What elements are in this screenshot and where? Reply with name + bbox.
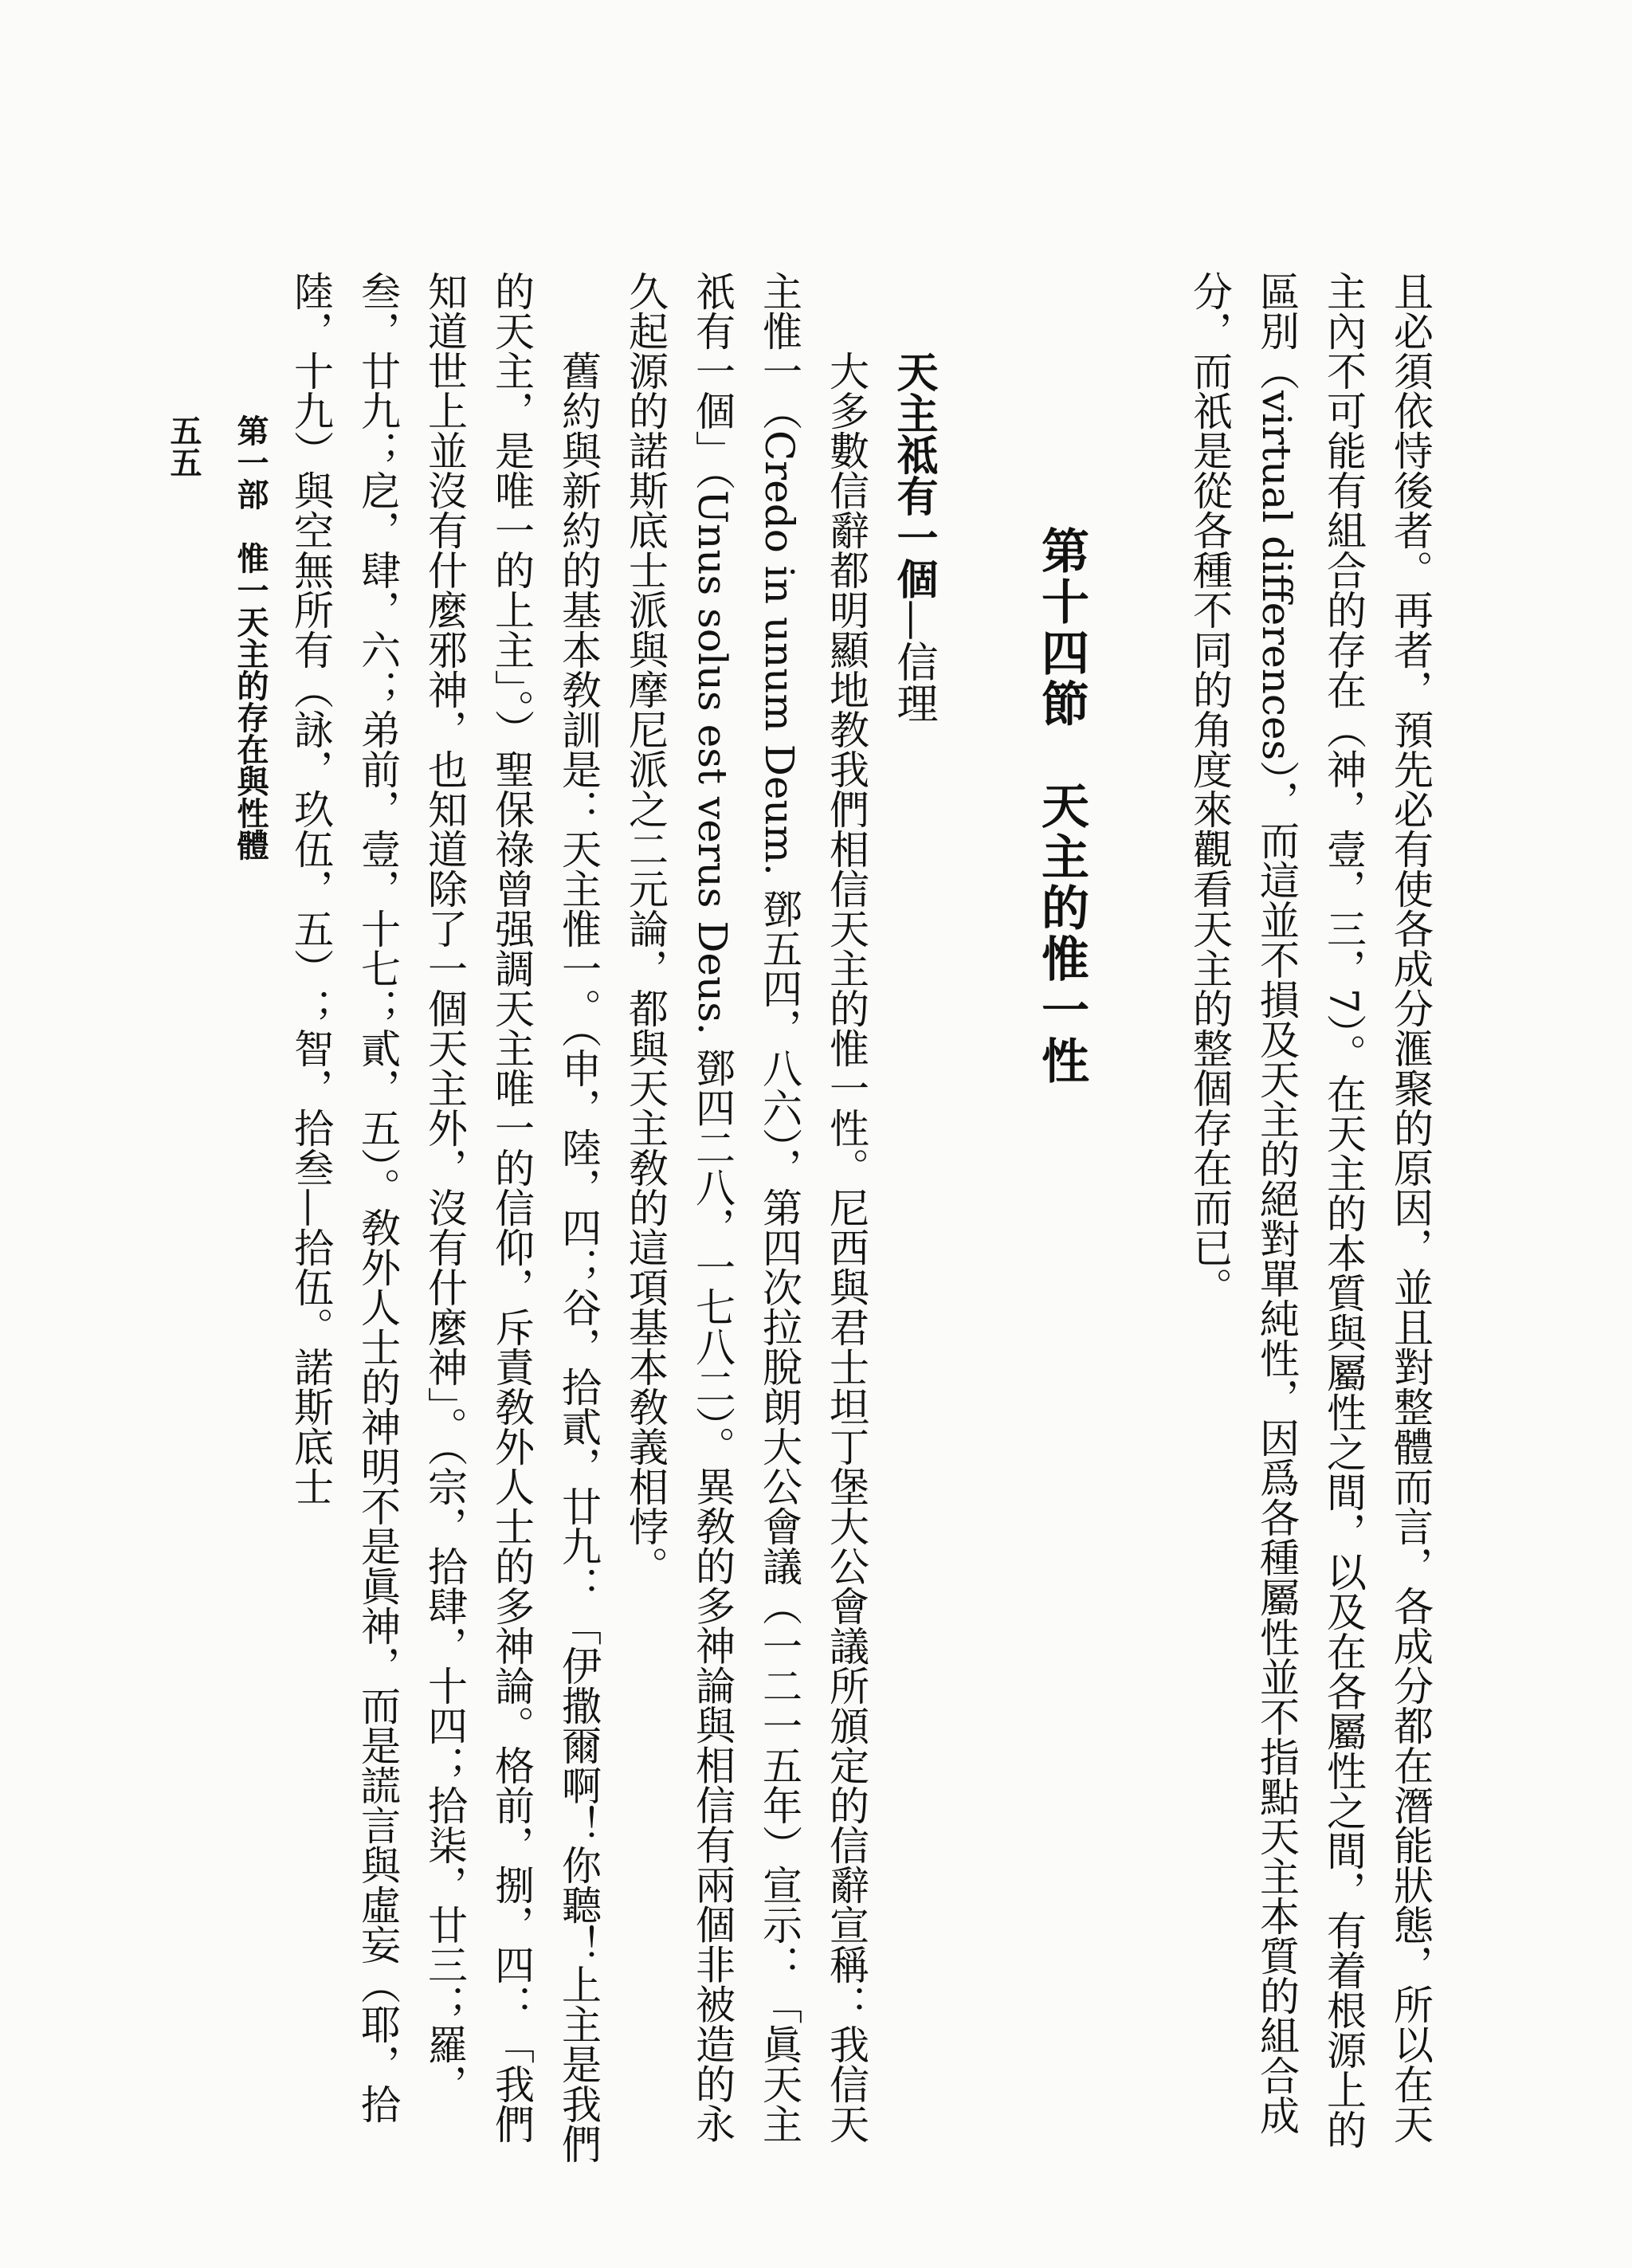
section-title: 第十四節 天主的惟一性 (1034, 526, 1089, 1087)
sub-heading-strong: 天主祗有一個 (889, 351, 938, 599)
paragraph-scripture: 舊約與新約的基本敎訓是：天主惟一。（申，陸，四；谷，拾貳，廿九：「伊撒爾啊！你聽！上主是我們的天主，是唯一的上主」。）聖保祿曾强調天主唯一的信仰，斥責敎外人士的多神論。格前，捌，四：「我們知道世上並沒有什麼邪神，也知道除了一個天主外，沒有什麼神」。（宗，拾肆，十四；拾柒，廿三；羅，叁，廿九；戹，肆，六；弟前，壹，十七；貳，五）。敎外人士的神明不是眞神，而是謊言與虛妄（耶，拾陸，十九）與空無所有（詠，玖伍，五）；智，拾叁—拾伍。諾斯底士 (288, 271, 602, 2164)
sub-heading-rest: —信理 (889, 599, 937, 724)
paragraph-creeds: 大多數信辭都明顯地教我們相信天主的惟一性。尼西與君士坦丁堡大公會議所頒定的信辭宣稱：我信天主惟一（Credo in unum Deum. 鄧五四，八六），第四次拉脫朗大公會議（一二一五年）宣示：「眞天主祇有一個」（Unus solus est verus Deus. 鄧四二八，一七八二）。異敎的多神論與相信有兩個非被造的永久起源的諾斯底士派與摩尼派之二元論，都與天主敎的這項基本敎義相悖。 (622, 271, 869, 2144)
page-footer (165, 414, 284, 2168)
sub-heading (880, 271, 947, 2168)
page-number: 五五 (165, 414, 202, 478)
running-footer: 第一部 惟一天主的存在與性體 (232, 414, 269, 861)
page-body (277, 271, 1444, 2168)
paragraph-intro: 且必須依恃後者。再者，預先必有使各成分滙聚的原因，並且對整體而言，各成分都在潛能狀態，所以在天主內不可能有組合的存在（神，壹，三，7）。在天主的本質與屬性之間，以及在各屬性之間，有着根源上的區別（virtual differences），而這並不損及天主的絕對單純性，因爲各種屬性並不指點天主本質的組合成分，而祇是從各種不同的角度來觀看天主的整個存在而已。 (1187, 271, 1434, 2149)
